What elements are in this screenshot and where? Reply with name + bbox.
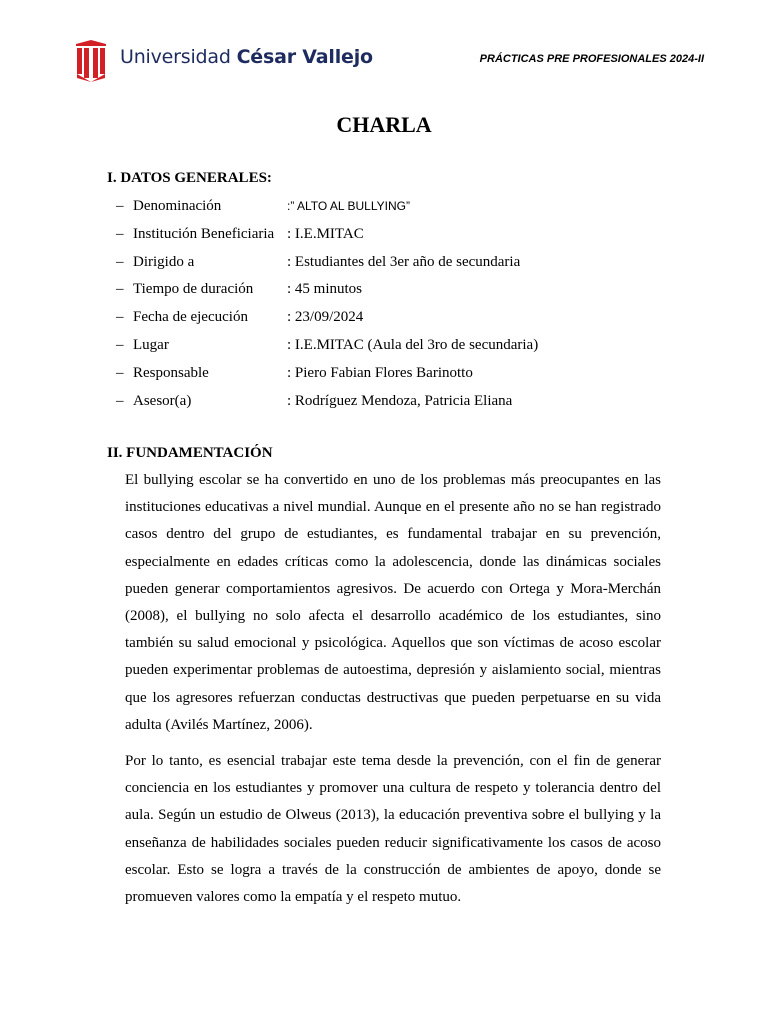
- dash-bullet: –: [116, 392, 124, 409]
- item-value: : I.E.MITAC: [287, 225, 364, 242]
- item-value: : 23/09/2024: [287, 309, 364, 326]
- page-header: [74, 40, 714, 86]
- list-item: [116, 363, 716, 391]
- list-item: [116, 252, 716, 280]
- general-data-list: [116, 196, 716, 418]
- item-label: Denominación: [133, 198, 222, 214]
- list-item: [116, 307, 716, 335]
- dash-bullet: –: [116, 336, 124, 353]
- dash-bullet: –: [116, 198, 124, 214]
- item-value: : I.E.MITAC (Aula del 3ro de secundaria): [287, 336, 539, 353]
- list-item: [116, 391, 716, 419]
- item-label: Lugar: [133, 336, 169, 353]
- list-item: [116, 335, 716, 363]
- item-label: Fecha de ejecución: [133, 309, 248, 326]
- university-name: Universidad César Vallejo: [120, 46, 373, 68]
- list-item: [116, 224, 716, 252]
- list-item: [116, 279, 716, 307]
- university-logo-icon: [74, 40, 108, 82]
- page-title: CHARLA: [336, 112, 432, 137]
- section-heading-fundamentation: II. FUNDAMENTACIÓN: [107, 445, 273, 461]
- dash-bullet: –: [116, 225, 124, 242]
- header-practice-label: PRÁCTICAS PRE PROFESIONALES 2024-II: [479, 53, 704, 65]
- item-label: Dirigido a: [133, 253, 195, 270]
- item-value: : Rodríguez Mendoza, Patricia Eliana: [287, 392, 513, 409]
- section-heading-general-data: I. DATOS GENERALES:: [107, 170, 272, 186]
- dash-bullet: –: [116, 309, 124, 326]
- dash-bullet: –: [116, 281, 124, 298]
- item-value: :” ALTO AL BULLYING”: [287, 199, 410, 213]
- item-label: Responsable: [133, 364, 209, 381]
- item-label: Asesor(a): [133, 392, 192, 409]
- item-value: : Piero Fabian Flores Barinotto: [287, 364, 473, 381]
- item-value: : Estudiantes del 3er año de secundaria: [287, 253, 521, 270]
- body-paragraph: El bullying escolar se ha convertido en uno de los problemas más preocupantes en las instituciones educativas a nivel mundial. Aunque en el presente año no se han registrado casos dentro del grupo de estudiantes, es fundamental trabajar en su prevención, especialmente en edades críticas como la adolescencia, donde las dinámicas sociales pueden generar comportamientos agresivos. De acuerdo con Ortega y Mora-Merchán (2008), el bullying no solo afecta el desarrollo académico de los estudiantes, sino también su salud emocional y psicológica. Aquellos que son víctimas de acoso escolar pueden experimentar problemas de autoestima, depresión y aislamiento social, mientras que los agresores refuerzan conductas destructivas que pueden perpetuarse en su vida adulta (Avilés Martínez, 2006).: [125, 472, 661, 733]
- item-label: Institución Beneficiaria: [133, 225, 275, 242]
- list-item: [116, 196, 716, 224]
- dash-bullet: –: [116, 364, 124, 381]
- item-label: Tiempo de duración: [133, 281, 254, 298]
- body-paragraph: Por lo tanto, es esencial trabajar este tema desde la prevención, con el fin de generar conciencia en los estudiantes y promover una cultura de respeto y tolerancia dentro del aula. Según un estudio de Olweus (2013), la educación preventiva sobre el bullying y la enseñanza de habilidades sociales pueden reducir significativamente los casos de acoso escolar. Esto se logra a través de la construcción de ambientes de apoyo, donde se promueven valores como la empatía y el respeto mutuo.: [125, 753, 661, 906]
- dash-bullet: –: [116, 253, 124, 270]
- item-value: : 45 minutos: [287, 281, 363, 298]
